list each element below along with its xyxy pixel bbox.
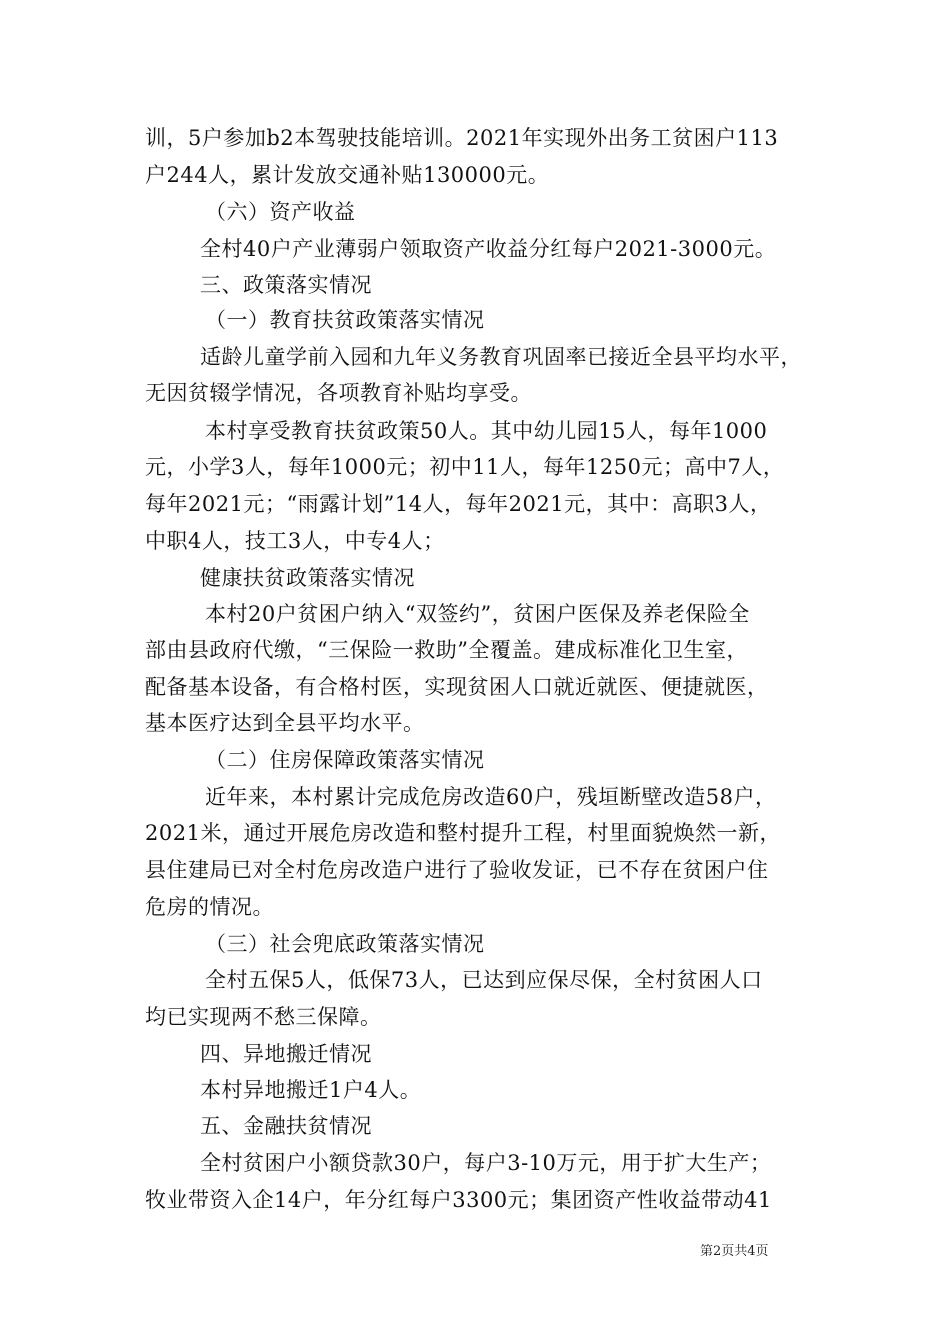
- text-line: 基本医疗达到全县平均水平。: [145, 711, 425, 735]
- section-heading: （三）社会兜底政策落实情况: [205, 932, 485, 956]
- text-line: 本村异地搬迁1户4人。: [200, 1078, 422, 1102]
- text-line: 本村20户贫困户纳入“双签约”，贫困户医保及养老保险全: [205, 602, 750, 626]
- text-line: 训，5户参加b2本驾驶技能培训。2021年实现外出务工贫困户113: [145, 126, 779, 150]
- text-line: 近年来，本村累计完成危房改造60户，残垣断壁改造58户，: [205, 785, 777, 809]
- text-line: 2021米，通过开展危房改造和整村提升工程，村里面貌焕然一新，: [145, 821, 781, 845]
- section-heading: 三、政策落实情况: [200, 273, 372, 297]
- section-heading: 五、金融扶贫情况: [200, 1114, 372, 1138]
- section-heading: 健康扶贫政策落实情况: [200, 566, 415, 590]
- text-line: 部由县政府代缴，“三保险一救助”全覆盖。建成标准化卫生室，: [145, 638, 748, 662]
- text-line: 本村享受教育扶贫政策50人。其中幼儿园15人，每年1000: [205, 419, 768, 443]
- text-line: 全村贫困户小额贷款30户，每户3-10万元，用于扩大生产；: [200, 1151, 772, 1175]
- text-line: 中职4人，技工3人，中专4人；: [145, 529, 445, 553]
- section-heading: （一）教育扶贫政策落实情况: [205, 308, 485, 332]
- text-line: 无因贫辍学情况，各项教育补贴均享受。: [145, 381, 532, 405]
- text-line: 配备基本设备，有合格村医，实现贫困人口就近就医、便捷就医，: [145, 675, 769, 699]
- text-line: 元，小学3人，每年1000元；初中11人，每年1250元；高中7人，: [145, 455, 785, 479]
- text-line: 户244人，累计发放交通补贴130000元。: [145, 163, 550, 187]
- text-line: 每年2021元；“雨露计划”14人，每年2021元，其中：高职3人，: [145, 492, 772, 516]
- text-line: 县住建局已对全村危房改造户进行了验收发证，已不存在贫困户住: [145, 858, 769, 882]
- section-heading: 四、异地搬迁情况: [200, 1042, 372, 1066]
- text-line: 全村40户产业薄弱户领取资产收益分红每户2021-3000元。: [200, 237, 777, 261]
- text-line: 危房的情况。: [145, 895, 274, 919]
- page-number: 第2页共4页: [700, 1244, 769, 1259]
- text-line: 牧业带资入企14户，年分红每户3300元；集团资产性收益带动41: [145, 1188, 772, 1212]
- section-heading: （二）住房保障政策落实情况: [205, 748, 485, 772]
- text-line: 适龄儿童学前入园和九年义务教育巩固率已接近全县平均水平，: [200, 345, 802, 369]
- section-heading: （六）资产收益: [205, 200, 356, 224]
- text-line: 全村五保5人，低保73人，已达到应保尽保，全村贫困人口: [205, 968, 763, 992]
- text-line: 均已实现两不愁三保障。: [145, 1005, 382, 1029]
